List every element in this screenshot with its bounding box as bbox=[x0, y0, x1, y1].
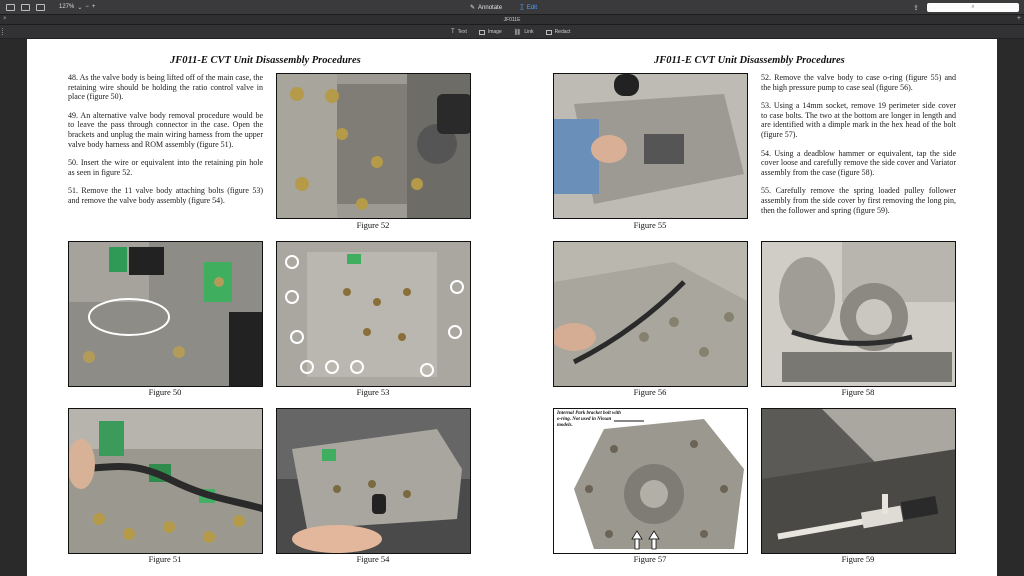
figure-57-note: Internal Park bracket bolt with o-ring. Not used in Nissan models. bbox=[557, 411, 621, 428]
paragraph-48: 48. As the valve body is being lifted off of the main case, the retaining wire should be holding the ratio control valve in place (figure 50). bbox=[68, 73, 263, 102]
thumbnail-grid-icon[interactable] bbox=[21, 4, 30, 11]
drag-handle-icon[interactable] bbox=[2, 28, 4, 35]
share-icon[interactable]: ⇪ bbox=[913, 4, 919, 12]
text-tool-button[interactable] bbox=[451, 29, 467, 35]
document-viewer[interactable] bbox=[0, 39, 1024, 576]
image-tool-label: Image bbox=[487, 29, 502, 35]
page-layout-icon[interactable] bbox=[36, 4, 45, 11]
link-tool-label: Link bbox=[524, 29, 534, 35]
chevron-down-icon[interactable]: ⌄ bbox=[77, 4, 83, 11]
figure-50-photo bbox=[68, 241, 263, 387]
redact-tool-button[interactable] bbox=[546, 29, 571, 35]
redact-tool-label: Redact bbox=[554, 29, 571, 35]
image-icon bbox=[479, 30, 485, 35]
edit-tools-bar bbox=[0, 25, 1024, 39]
left-page-heading: JF011-E CVT Unit Disassembly Procedures bbox=[170, 55, 361, 66]
figure-51-photo bbox=[68, 408, 263, 554]
zoom-value: 127% bbox=[59, 4, 75, 10]
figure-58-caption: Figure 58 bbox=[841, 387, 875, 397]
figure-55-caption: Figure 55 bbox=[633, 220, 667, 230]
magnifier-icon: ⌕ bbox=[971, 4, 975, 10]
figure-58-photo bbox=[761, 241, 956, 387]
search-input[interactable] bbox=[927, 3, 1019, 12]
top-toolbar bbox=[0, 0, 1024, 15]
figure-52-photo bbox=[276, 73, 471, 219]
sidebar-toggle-icon[interactable] bbox=[6, 4, 15, 11]
link-tool-button[interactable] bbox=[514, 29, 534, 36]
paragraph-52: 52. Remove the valve body to case o-ring (figure 55) and the high pressure pump to case seal (figure 56). bbox=[761, 73, 956, 92]
figure-56-caption: Figure 56 bbox=[633, 387, 667, 397]
paragraph-50: 50. Insert the wire or equivalent into the retaining pin hole as seen in figure 52. bbox=[68, 158, 263, 177]
right-page-body bbox=[761, 73, 956, 224]
zoom-out-icon[interactable]: − bbox=[85, 4, 89, 10]
figure-59-caption: Figure 59 bbox=[841, 554, 875, 564]
tab-title[interactable]: JF011E bbox=[503, 17, 521, 23]
right-page-heading: JF011-E CVT Unit Disassembly Procedures bbox=[654, 55, 845, 66]
edit-button[interactable] bbox=[520, 5, 537, 11]
zoom-in-icon[interactable]: + bbox=[91, 4, 96, 10]
figure-59-photo bbox=[761, 408, 956, 554]
image-tool-button[interactable] bbox=[479, 29, 502, 35]
link-icon: ⛓ bbox=[513, 29, 522, 36]
redact-icon bbox=[546, 30, 552, 35]
new-tab-icon[interactable]: + bbox=[1016, 15, 1021, 22]
text-tool-icon: T bbox=[451, 29, 455, 35]
figure-55-photo bbox=[553, 73, 748, 219]
paragraph-51: 51. Remove the 11 valve body attaching bolts (figure 53) and remove the valve body assembly (figure 54). bbox=[68, 186, 263, 205]
text-tool-label: Text bbox=[457, 29, 467, 35]
annotate-button[interactable] bbox=[470, 4, 502, 11]
paragraph-53: 53. Using a 14mm socket, remove 19 perimeter side cover to case bolts. The two at the bottom are longer in length and are identified with a dimple mark in the hex head of the bolt (figure 57). bbox=[761, 101, 956, 139]
pen-icon: ✎ bbox=[470, 5, 476, 11]
figure-53-caption: Figure 53 bbox=[356, 387, 390, 397]
zoom-control[interactable] bbox=[59, 4, 95, 11]
edit-label: Edit bbox=[526, 4, 538, 11]
figure-50-caption: Figure 50 bbox=[148, 387, 182, 397]
tab-bar bbox=[0, 15, 1024, 25]
figure-54-caption: Figure 54 bbox=[356, 554, 390, 564]
figure-52-caption: Figure 52 bbox=[356, 220, 390, 230]
figure-51-caption: Figure 51 bbox=[148, 554, 182, 564]
paragraph-49: 49. An alternative valve body removal procedure would be to leave the pass through connector in the case. Open the brackets and unplug the main wiring harness from the upper valve body harness and ROM assembly (figure 51). bbox=[68, 110, 263, 149]
figure-54-photo bbox=[276, 408, 471, 554]
figure-57-caption: Figure 57 bbox=[633, 554, 667, 564]
annotate-label: Annotate bbox=[478, 4, 503, 11]
left-page-body bbox=[68, 73, 263, 215]
text-cursor-icon: T̲ bbox=[520, 4, 524, 11]
figure-56-photo bbox=[553, 241, 748, 387]
figure-53-photo bbox=[276, 241, 471, 387]
paragraph-54: 54. Using a deadblow hammer or equivalent, tap the side cover loose and carefully remove the side cover and Variator assembly from the case (figure 58). bbox=[761, 148, 956, 177]
close-icon[interactable]: × bbox=[3, 16, 7, 22]
figure-57-photo bbox=[553, 408, 748, 554]
paragraph-55: 55. Carefully remove the spring loaded pulley follower assembly from the side cover by first removing the long pin, then the follower and spring (figure 59). bbox=[761, 186, 956, 215]
